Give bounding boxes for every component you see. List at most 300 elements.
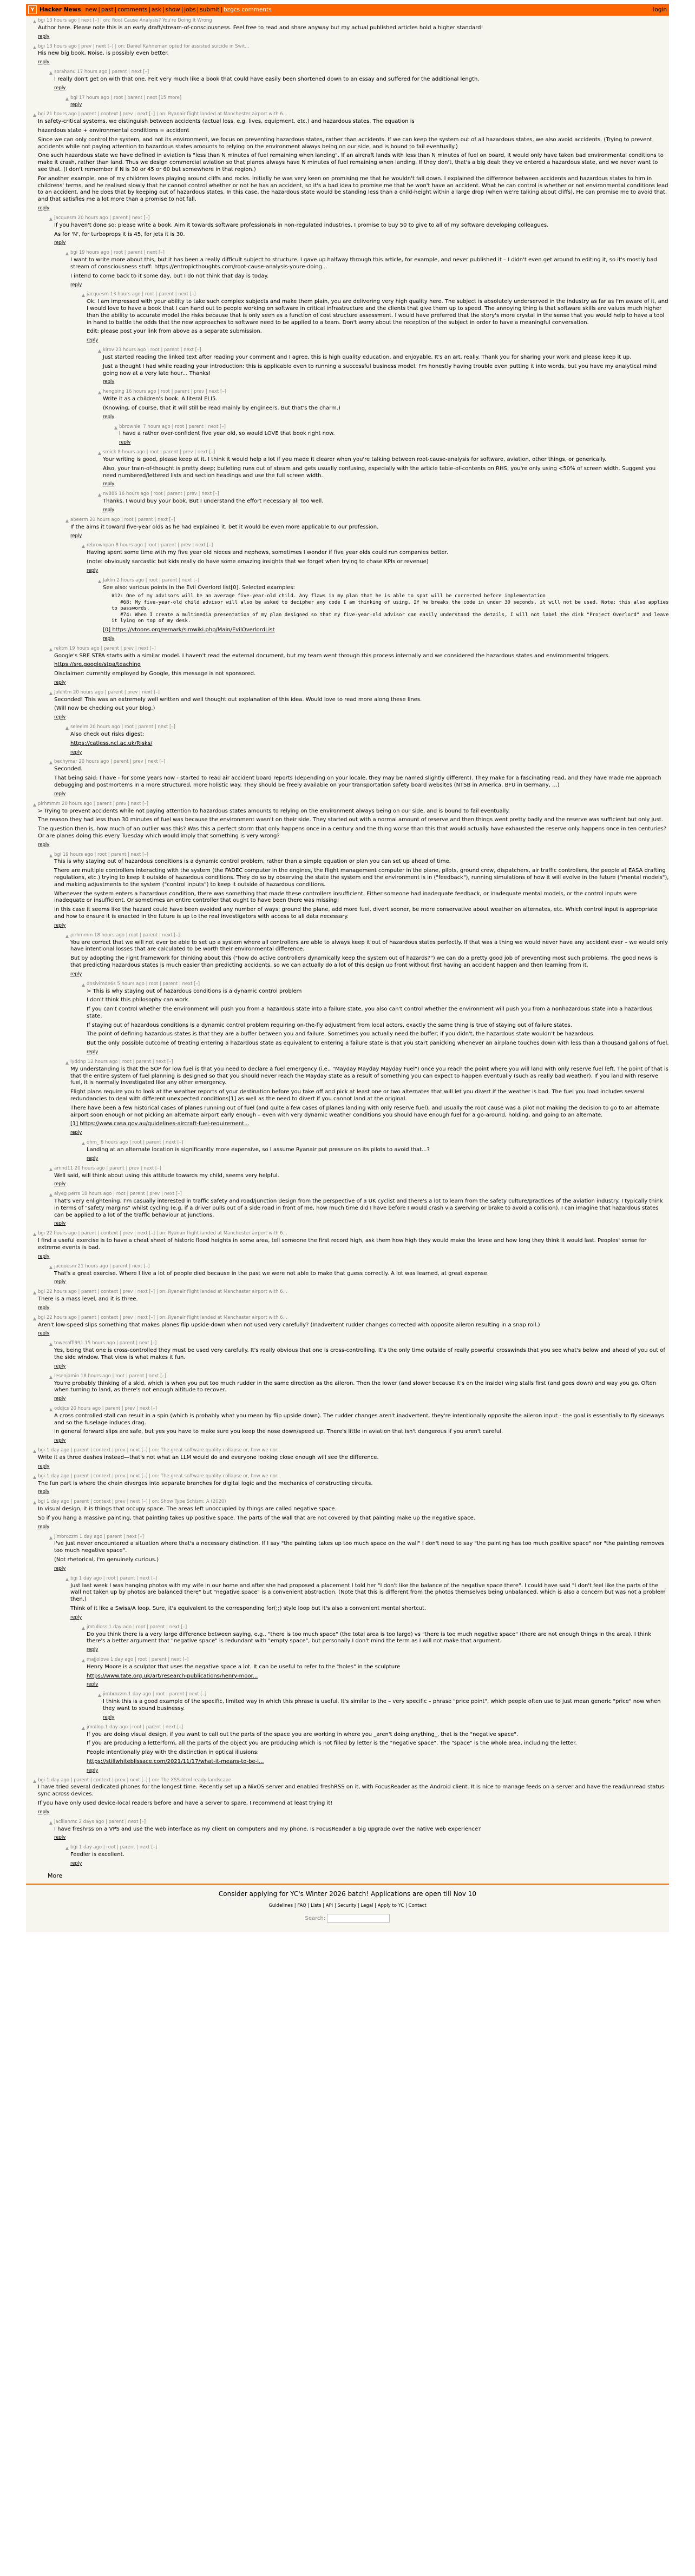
indent-spacer bbox=[31, 1373, 48, 1402]
reply-link[interactable]: reply bbox=[54, 1279, 66, 1285]
comment bbox=[31, 292, 669, 344]
comment-body bbox=[54, 1406, 669, 1444]
upvote-arrow-icon[interactable]: ▲ bbox=[49, 1820, 53, 1825]
upvote-arrow-icon[interactable]: ▲ bbox=[65, 96, 69, 101]
upvote-arrow-icon[interactable]: ▲ bbox=[49, 760, 53, 765]
reply-link[interactable]: reply bbox=[54, 1396, 66, 1402]
reply-link[interactable]: reply bbox=[38, 1809, 50, 1815]
comment-meta[interactable]: aiyeg perrs 18 hours ago | root | parent | prev | next [–] bbox=[54, 1191, 182, 1197]
footer-link-legal[interactable]: Legal bbox=[360, 1903, 373, 1908]
upvote-arrow-icon[interactable]: ▲ bbox=[65, 1846, 69, 1851]
reply-link[interactable]: reply bbox=[38, 1331, 50, 1337]
indent-spacer bbox=[31, 543, 80, 573]
comment-meta[interactable]: abeerm 20 hours ago | root | parent | next [–] bbox=[70, 517, 175, 523]
comment bbox=[31, 1191, 669, 1227]
comment-body bbox=[54, 1819, 669, 1841]
upvote-arrow-icon[interactable]: ▲ bbox=[32, 113, 37, 118]
comment bbox=[31, 1231, 669, 1259]
comment-text bbox=[54, 1348, 669, 1362]
comment-meta[interactable]: bgi 1 day ago | parent | context | prev | next [–] | on: The great software quality collapse or, how we nor... bbox=[38, 1473, 281, 1479]
comment-text bbox=[54, 222, 669, 239]
indent-spacer bbox=[31, 424, 113, 446]
reply-link[interactable]: reply bbox=[70, 971, 82, 977]
reply-link[interactable]: reply bbox=[54, 1363, 66, 1369]
comment-paragraph: There are multiple controllers interacting with the system (the FADEC computer in the engines, the flight management computer in the plane, pilots, ground crew, dispatchers, air traffic controllers, the people at EASA drafting regulations, etc.) trying to keep it outside of hazardous conditions. They do so by observing the state the system and the environment is in ("feedback"), running simulations of how it will evolve in the future ("mental models"), and making adjustments to the system ("control inputs") to keep it outside of hazardous conditions. bbox=[54, 868, 669, 888]
reply-link[interactable]: reply bbox=[54, 85, 66, 91]
comment-meta[interactable]: bgi 13 hours ago | prev | next [–] | on: Daniel Kahneman opted for assisted suicide in Swit... bbox=[38, 43, 250, 49]
reply-link[interactable]: reply bbox=[70, 102, 82, 108]
comment-text bbox=[87, 1664, 669, 1680]
upvote-arrow-icon[interactable]: ▲ bbox=[49, 1264, 53, 1270]
comment-paragraph: Having spent some time with my five year old nieces and nephews, sometimes I wonder if five year olds could run companies better. bbox=[87, 550, 449, 556]
upvote-arrow-icon[interactable]: ▲ bbox=[114, 425, 118, 430]
upvote-arrow-icon[interactable]: ▲ bbox=[49, 1535, 53, 1540]
upvote-arrow-icon[interactable]: ▲ bbox=[49, 1342, 53, 1347]
comment bbox=[31, 690, 669, 721]
comment-body bbox=[38, 44, 669, 66]
comment-text bbox=[103, 354, 669, 377]
comment bbox=[31, 111, 669, 212]
comment-body bbox=[87, 1624, 669, 1653]
comment-body bbox=[87, 543, 669, 573]
comment-text bbox=[103, 1699, 669, 1713]
comment-text bbox=[54, 1541, 669, 1563]
upvote-arrow-icon[interactable]: ▲ bbox=[49, 690, 53, 696]
comment-meta[interactable]: bgi 19 hours ago | root | parent | next [–] bbox=[70, 250, 165, 256]
comment-meta[interactable]: majjolove 1 day ago | root | parent | next [–] bbox=[87, 1656, 189, 1662]
reply-link[interactable]: reply bbox=[103, 1714, 115, 1720]
comment-meta[interactable]: bbrowniel 7 hours ago | root | parent | next [–] bbox=[119, 424, 226, 430]
comment-body bbox=[38, 1474, 669, 1496]
indent-spacer bbox=[31, 1059, 64, 1136]
comment-paragraph: But by adopting the right framework for thinking about this ("how do active controllers dynamically keep the system out of hazards?") we can do a pretty good job of preventing most such problems. The good news is that predicting hazardous states is much easier than predicting accidents, so we can actually do a lot of this design up front without first having an accident happen and then learning from it. bbox=[70, 955, 658, 968]
nav-comments[interactable]: comments bbox=[117, 6, 148, 13]
reply-link[interactable]: reply bbox=[87, 1682, 99, 1688]
comment bbox=[31, 724, 669, 755]
comment-meta[interactable]: toweraffi991 15 hours ago | parent | next [–] bbox=[54, 1340, 157, 1346]
reply-link[interactable]: reply bbox=[87, 1767, 99, 1773]
comment-meta[interactable]: bgi 22 hours ago | parent | context | prev | next [–] | on: Ryanair flight landed at Manchester airport with 6... bbox=[38, 1315, 287, 1320]
comment-text bbox=[54, 1413, 669, 1436]
reply-link[interactable]: reply bbox=[70, 282, 82, 288]
comment-body bbox=[38, 1231, 669, 1259]
indent-spacer bbox=[31, 1406, 48, 1444]
reply-link[interactable]: reply bbox=[70, 749, 82, 755]
comment-paragraph: I want to write more about this, but it has been a really difficult subject to structure. I gave up halfway through this article, for example, and never published it – I didn't even get around to editing it, so it's mostly bad stream of consciousness stuff: https://entropicthoughts.com/root-cause-analysis-youre-doing... bbox=[70, 257, 657, 270]
comment-meta[interactable]: bgi 1 day ago | parent | context | prev | next [–] | on: Show Type Schism: A (2020) bbox=[38, 1499, 226, 1505]
search-row bbox=[26, 1914, 669, 1923]
upvote-arrow-icon[interactable]: ▲ bbox=[97, 1693, 102, 1698]
comment-body bbox=[38, 1499, 669, 1530]
comment-meta[interactable]: jmtulloss 1 day ago | root | parent | next [–] bbox=[87, 1624, 187, 1630]
upvote-arrow-icon[interactable]: ▲ bbox=[32, 1474, 37, 1479]
nav-submit[interactable]: submit bbox=[200, 6, 220, 13]
comment-meta[interactable]: nv886 16 hours ago | root | parent | prev | next [–] bbox=[103, 491, 219, 497]
indent-spacer bbox=[31, 1191, 48, 1227]
upvote-arrow-icon[interactable]: ▲ bbox=[65, 1576, 69, 1582]
upvote-arrow-icon[interactable]: ▲ bbox=[65, 251, 69, 256]
indent-spacer bbox=[31, 1576, 64, 1621]
indent-spacer bbox=[31, 1845, 64, 1867]
comment-meta[interactable]: bgi 17 hours ago | root | parent | next [15 more] bbox=[70, 95, 182, 101]
comment-paragraph: Do you think there is a very large difference between saying, e.g., "there is too much space" (the total area is too large) vs "there is too much negative space" (there are not enough things in the area). I think there's a better argument that "negative space" is redundant with "empty space", but personally I don't mind the term as I will not make that argument. bbox=[87, 1631, 652, 1644]
indent-spacer bbox=[31, 69, 48, 91]
footer-link-contact[interactable]: Contact bbox=[408, 1903, 427, 1908]
reply-link[interactable]: reply bbox=[54, 1221, 66, 1227]
comment-meta[interactable]: bgi 1 day ago | root | parent | next [–] bbox=[70, 1575, 158, 1581]
comment-meta[interactable]: bgi 19 hours ago | root | parent | next [–] bbox=[54, 851, 148, 857]
upvote-arrow-icon[interactable]: ▲ bbox=[97, 492, 102, 498]
comment-paragraph[interactable]: https://sre.google/stpa/teaching bbox=[54, 662, 141, 668]
upvote-arrow-icon[interactable]: ▲ bbox=[49, 853, 53, 858]
comment-meta[interactable]: jimbrozzm 1 day ago | root | parent | next [–] bbox=[103, 1692, 207, 1697]
comment-paragraph: If you can't control whether the environment will push you from a hazardous state into a failure state, you also can't control whether the environment will push you from a nonhazardous state into a hazardous state. bbox=[87, 1006, 653, 1019]
comment-body bbox=[38, 1778, 669, 1815]
reply-link[interactable]: reply bbox=[54, 715, 66, 721]
indent-spacer bbox=[31, 347, 96, 385]
reply-link[interactable]: reply bbox=[54, 1835, 66, 1841]
footer-link-faq[interactable]: FAQ bbox=[297, 1903, 306, 1908]
comment-text bbox=[103, 396, 669, 412]
upvote-arrow-icon[interactable]: ▲ bbox=[81, 1141, 86, 1146]
indent-spacer bbox=[31, 646, 48, 686]
reply-link[interactable]: reply bbox=[70, 1860, 82, 1866]
comment-body bbox=[54, 759, 669, 797]
reply-link[interactable]: reply bbox=[103, 379, 115, 385]
comment bbox=[31, 424, 669, 446]
comment-meta[interactable]: pirhmmm 20 hours ago | parent | prev | next [–] bbox=[38, 801, 148, 807]
upvote-arrow-icon[interactable]: ▲ bbox=[97, 390, 102, 395]
reply-link[interactable]: reply bbox=[38, 842, 50, 848]
comment-paragraph[interactable]: [1] https://www.casa.gov.au/guidelines-aircraft-fuel-requirement... bbox=[70, 1121, 250, 1127]
upvote-arrow-icon[interactable]: ▲ bbox=[49, 646, 53, 652]
comment-meta[interactable]: pirhmmm 18 hours ago | root | parent | next [–] bbox=[70, 932, 180, 938]
upvote-arrow-icon[interactable]: ▲ bbox=[97, 348, 102, 354]
reply-link[interactable]: reply bbox=[87, 567, 99, 573]
nav-past[interactable]: past bbox=[101, 6, 114, 13]
comment bbox=[31, 1059, 669, 1136]
comment-list bbox=[26, 16, 669, 1867]
comment-meta[interactable]: amnd11 20 hours ago | parent | prev | next [–] bbox=[54, 1165, 161, 1171]
comment-meta[interactable]: bgi 22 hours ago | parent | context | prev | next [–] | on: Ryanair flight landed at Manchester airport with 6... bbox=[38, 1289, 287, 1295]
comment-paragraph: Well said, will think about using this attitude towards my child, seems very helpful. bbox=[54, 1172, 279, 1179]
upvote-arrow-icon[interactable]: ▲ bbox=[81, 1625, 86, 1630]
upvote-arrow-icon[interactable]: ▲ bbox=[81, 544, 86, 549]
upvote-arrow-icon[interactable]: ▲ bbox=[65, 1060, 69, 1065]
comment-meta[interactable]: jimbrozzm 1 day ago | parent | next [–] bbox=[54, 1534, 144, 1540]
comment-paragraph: Yes, being that one is cross-controlled they must be used very carefully. It's really obvious that one is cross-controlling. It's the only time outside of really powerful crosswinds that you see what's below and ahead of you out of the side window. That view is what makes it fun. bbox=[54, 1348, 665, 1360]
comment-text bbox=[103, 585, 669, 634]
comment-text bbox=[87, 1147, 669, 1154]
comment-meta[interactable]: jacquesm 20 hours ago | parent | next [–] bbox=[54, 215, 150, 221]
comment-text bbox=[38, 1481, 669, 1488]
comment-body bbox=[87, 1140, 669, 1162]
comment-body bbox=[70, 95, 669, 108]
comment-meta[interactable]: bgi 21 hours ago | parent | context | prev | next [–] | on: Ryanair flight landed at Manchester airport with 6... bbox=[38, 111, 287, 117]
upvote-arrow-icon[interactable]: ▲ bbox=[49, 216, 53, 221]
indent-spacer bbox=[31, 491, 96, 513]
comment bbox=[31, 852, 669, 929]
comment-paragraph: You are correct that we will not ever be able to set up a system where all controllers are able to always keep it out of hazardous states perfectly. If that was a thing we would never have any accident ever – we would only have intentional losses that are calculated to be worth their environmental difference. bbox=[70, 939, 668, 953]
reply-link[interactable]: reply bbox=[70, 1130, 82, 1136]
reply-link[interactable]: reply bbox=[87, 338, 99, 344]
reply-link[interactable]: reply bbox=[38, 1463, 50, 1469]
comment-body bbox=[38, 18, 669, 40]
footer-link-security[interactable]: Security bbox=[337, 1903, 357, 1908]
comment-paragraph: If staying out of hazardous conditions is a dynamic control problem requiring on-the-fly adjustment from local actors, exactly the same thing is true of staying out of failure states. bbox=[87, 1022, 572, 1028]
comment bbox=[31, 801, 669, 848]
reply-link[interactable]: reply bbox=[70, 533, 82, 539]
reply-link[interactable]: reply bbox=[38, 1524, 50, 1530]
comment-body bbox=[70, 517, 669, 539]
upvote-arrow-icon[interactable]: ▲ bbox=[32, 1316, 37, 1321]
comment-paragraph: Google's SRE STPA starts with a similar model. I haven't read the external document, but my team went through this process internally and we considered the hazardous states and environmental triggers. bbox=[54, 652, 610, 659]
nav-show[interactable]: show bbox=[165, 6, 180, 13]
comment-text bbox=[38, 1322, 669, 1329]
reply-link[interactable]: reply bbox=[54, 1438, 66, 1444]
comment-meta[interactable]: bgi 1 day ago | parent | context | prev | next [–] | on: The great software quality collapse or, how we nor... bbox=[38, 1448, 281, 1454]
indent-spacer bbox=[31, 95, 64, 108]
comment-meta[interactable]: jmollop 1 day ago | root | parent | next [–] bbox=[87, 1724, 183, 1730]
nav-ask[interactable]: ask bbox=[152, 6, 162, 13]
upvote-arrow-icon[interactable]: ▲ bbox=[81, 982, 86, 987]
search-input[interactable] bbox=[327, 1914, 390, 1923]
comment-text bbox=[38, 118, 669, 203]
comment-paragraph: One such hazardous state we have defined in aviation is "less than N minutes of fuel remaining when landing". If an aircraft lands with less than N minutes of fuel on board, it would only have taken bad environmental conditions to make it crash, rather than land. Thus we design commercial aviation so that planes always have N minutes of fuel remaining when landing. If they don't, that's a big deal: they've entered a hazardous state, and we never want to see that. (I don't remember if N is 30 or 45 or 60 but somewhere in that region.) bbox=[38, 153, 664, 173]
reply-link[interactable]: reply bbox=[54, 240, 66, 246]
comment bbox=[31, 517, 669, 539]
comment-text bbox=[70, 731, 669, 748]
comment-paragraph: I don't think this philosophy can work. bbox=[87, 997, 190, 1003]
comment-meta[interactable]: hengbing 16 hours ago | root | parent | prev | next [–] bbox=[103, 389, 226, 395]
indent-spacer bbox=[31, 690, 48, 721]
login-link[interactable]: login bbox=[653, 6, 667, 13]
reply-link[interactable]: reply bbox=[54, 791, 66, 797]
comment-paragraph: There have been a few historical cases of planes running out of fuel (and quite a few cases of planes landing with only reserve fuel), and usually the root cause was a pilot not making the decision to go to an alternate airport soon enough or not picking an alternate airport early enough – even with very dynamic weather conditions you should have enough fuel for a go-around, holding, and going to an alternate. bbox=[70, 1105, 659, 1118]
comment-meta[interactable]: lyddnp 12 hours ago | root | parent | next [–] bbox=[70, 1059, 173, 1065]
reply-link[interactable]: reply bbox=[38, 1489, 50, 1495]
comment-meta[interactable]: Jaklin 2 hours ago | root | parent | next [–] bbox=[103, 577, 200, 583]
reply-link[interactable]: reply bbox=[103, 414, 115, 420]
y-logo-icon[interactable]: Y bbox=[28, 5, 37, 14]
upvote-arrow-icon[interactable]: ▲ bbox=[49, 1166, 53, 1172]
site-name-link[interactable]: Hacker News bbox=[40, 6, 81, 13]
comment-meta[interactable]: oddjcs 20 hours ago | parent | prev | next [–] bbox=[54, 1405, 158, 1411]
comment-meta[interactable]: jacquesm 13 hours ago | root | parent | next [–] bbox=[87, 292, 196, 298]
comment-text bbox=[54, 858, 669, 920]
comment-paragraph: Feedler is excellent. bbox=[70, 1852, 124, 1858]
comment-meta[interactable]: jacquesm 21 hours ago | parent | next [–] bbox=[54, 1263, 150, 1269]
comment-paragraph: In general forward slips are safe, but yes you have to make sure you keep the nose down/speed up. There's little in aviation that isn't dangerous if you aren't careful. bbox=[54, 1429, 503, 1435]
comment-body bbox=[70, 250, 669, 288]
comment-body bbox=[70, 1059, 669, 1136]
reply-link[interactable]: reply bbox=[103, 481, 115, 487]
comment-meta[interactable]: ohm_ 6 hours ago | root | parent | next [–] bbox=[87, 1140, 183, 1146]
comment-body bbox=[70, 724, 669, 755]
comment-paragraph: I think this is a good example of the specific, limited way in which this phrase is useful. It's similar to the – very specific – phrase "price point", which people often use to just mean generic "price" now when they want to sound businessy. bbox=[103, 1699, 661, 1712]
indent-spacer bbox=[31, 1166, 48, 1188]
upvote-arrow-icon[interactable]: ▲ bbox=[32, 44, 37, 50]
upvote-arrow-icon[interactable]: ▲ bbox=[49, 1192, 53, 1198]
comment-body bbox=[38, 1289, 669, 1311]
comment bbox=[31, 933, 669, 977]
reply-link[interactable]: reply bbox=[54, 1181, 66, 1187]
comment-paragraph: In safety-critical systems, we distinguish between accidents (actual loss, e.g. lives, equipment, etc.) and hazardous states. The equation is bbox=[38, 118, 415, 125]
reply-link[interactable]: reply bbox=[54, 1566, 66, 1571]
reply-link[interactable]: reply bbox=[38, 206, 50, 212]
comment-meta[interactable]: Jolentm 20 hours ago | parent | prev | next [–] bbox=[54, 689, 160, 695]
more-link[interactable]: More bbox=[48, 1872, 63, 1879]
comment bbox=[31, 450, 669, 487]
reply-link[interactable]: reply bbox=[119, 440, 131, 446]
reply-link[interactable]: reply bbox=[54, 922, 66, 928]
comment-paragraph[interactable]: https://catless.ncl.ac.uk/Risks/ bbox=[70, 740, 153, 747]
comment-text bbox=[70, 940, 669, 969]
upvote-arrow-icon[interactable]: ▲ bbox=[32, 1232, 37, 1237]
comment-paragraph: If the aims it toward five-year olds as he had explained it, bet it would be even more applicable to our profession. bbox=[70, 524, 379, 530]
footer-link-api[interactable]: API bbox=[325, 1903, 333, 1908]
comment bbox=[31, 1474, 669, 1496]
nav-jobs[interactable]: jobs bbox=[184, 6, 196, 13]
reply-link[interactable]: reply bbox=[103, 636, 115, 642]
indent-spacer bbox=[31, 981, 80, 1055]
upvote-arrow-icon[interactable]: ▲ bbox=[49, 1374, 53, 1379]
comment-meta[interactable]: bgi 1 day ago | root | parent | next [–] bbox=[70, 1845, 158, 1851]
indent-spacer bbox=[31, 578, 96, 642]
comment-paragraph: Flight plans require you to look at the weather reports of your destination before you take off and pick at least one or two alternates that will let you divert if the weather is bad. The fuel you load includes several redundancies to deal with different unexpected conditions[1] as well as the need to divert if you cannot land at the original. bbox=[70, 1089, 645, 1102]
current-user-comments[interactable]: bzgcs comments bbox=[223, 6, 272, 13]
comment-text bbox=[54, 766, 669, 789]
comment-meta[interactable]: seleelm 20 hours ago | root | parent | next [–] bbox=[70, 724, 175, 730]
comment-body bbox=[87, 981, 669, 1055]
nav-new[interactable]: new bbox=[85, 6, 97, 13]
comment-paragraph[interactable]: https://stillwhiteblissace.com/2021/11/17/what-it-means-to-be-l... bbox=[87, 1758, 264, 1765]
footer-link-lists[interactable]: Lists bbox=[311, 1903, 322, 1908]
upvote-arrow-icon[interactable]: ▲ bbox=[81, 1657, 86, 1663]
comment-text bbox=[54, 1381, 669, 1395]
upvote-arrow-icon[interactable]: ▲ bbox=[49, 1406, 53, 1412]
page-container bbox=[26, 4, 669, 1932]
indent-spacer bbox=[31, 250, 64, 288]
upvote-arrow-icon[interactable]: ▲ bbox=[32, 802, 37, 807]
upvote-arrow-icon[interactable]: ▲ bbox=[65, 933, 69, 939]
footer bbox=[26, 1884, 669, 1932]
reply-link[interactable]: reply bbox=[38, 1253, 50, 1259]
comment-paragraph: Write it as a children's book. A literal ELI5. bbox=[103, 396, 218, 402]
indent-spacer bbox=[31, 933, 64, 977]
comment-paragraph: Disclaimer: currently employed by Google, this message is not sponsored. bbox=[54, 671, 256, 677]
comment-meta[interactable]: rebrownpan 8 hours ago | root | parent | prev | next [–] bbox=[87, 543, 213, 549]
comment-meta[interactable]: rektm 19 hours ago | parent | prev | next [–] bbox=[54, 645, 156, 651]
comment-meta[interactable]: smick 8 hours ago | root | parent | prev | next [–] bbox=[103, 450, 215, 455]
comment-paragraph[interactable]: https://www.tate.org.uk/art/research-publications/henry-moor... bbox=[87, 1673, 258, 1679]
comment-paragraph: For another example, one of my children loves playing around cliffs and rocks. Initially he was very keen on promising me that he wouldn't fall down. I explained the difference between accidents and hazardous states to him in childrens' terms, and he realised slowly that he cannot control whether or not he has an accident, so it's a bad idea to promise me that he won't have an accident. What he can control is whether or not environmental conditions lead to an accident, and he does that by keeping out of hazardous states. In this case, the hazardous state would be standing less than a child-height within a large drop (when we're talking about cliffs). He can promise me to avoid that, and that satisfies me a lot more than a promise to not fall. bbox=[38, 175, 668, 203]
upvote-arrow-icon[interactable]: ▲ bbox=[97, 451, 102, 456]
footer-link-apply[interactable]: Apply to YC bbox=[377, 1903, 404, 1908]
reply-link[interactable]: reply bbox=[87, 1155, 99, 1161]
comment bbox=[31, 389, 669, 420]
comment-meta[interactable]: bgi 1 day ago | parent | context | prev | next [–] | on: The XSS-html ready landscape bbox=[38, 1777, 232, 1783]
upvote-arrow-icon[interactable]: ▲ bbox=[49, 70, 53, 76]
upvote-arrow-icon[interactable]: ▲ bbox=[32, 19, 37, 24]
comment-paragraph: The point of defining hazardous states is that they are a buffer between you and failure. Sometimes you actually need the buffer; if you didn't, the hazardous state wouldn't be hazardous. bbox=[87, 1031, 595, 1038]
upvote-arrow-icon[interactable]: ▲ bbox=[97, 578, 102, 584]
reply-link[interactable]: reply bbox=[54, 679, 66, 685]
comment-text bbox=[70, 524, 669, 531]
comment-meta[interactable]: jacillanmc 2 days ago | parent | next [–] bbox=[54, 1819, 146, 1825]
comment bbox=[31, 250, 669, 288]
comment bbox=[31, 1819, 669, 1841]
comment-text bbox=[38, 1455, 669, 1462]
reply-link[interactable]: reply bbox=[38, 60, 50, 65]
comment-body bbox=[54, 1264, 669, 1286]
comment-paragraph: I have freshrss on a VPS and use the web interface as my client on computers and my phone. Is FocusReader a big upgrade over the native web experience? bbox=[54, 1826, 481, 1832]
comment bbox=[31, 347, 669, 385]
comment bbox=[31, 491, 669, 513]
comment-text bbox=[87, 550, 669, 566]
upvote-arrow-icon[interactable]: ▲ bbox=[32, 1500, 37, 1505]
comment-meta[interactable]: bgi 13 hours ago | next [–] | on: Root Cause Analysis? You're Doing It Wrong bbox=[38, 18, 212, 23]
reply-link[interactable]: reply bbox=[70, 1614, 82, 1620]
comment-paragraph: My understanding is that the SOP for low fuel is that you need to declare a fuel emergency (i.e., "Mayday Mayday Mayday Fuel") once you reach the point where you will land with only reserve fuel left. The point of that is that the entire system of fuel planning is designed so that you should never reach the Mayday state as a result of something you can expect to happen eventually (such as really bad weather). If you land with reserve fuel, it is normally investigated like any other emergency. bbox=[70, 1066, 668, 1086]
upvote-arrow-icon[interactable]: ▲ bbox=[65, 725, 69, 731]
comment-paragraph: You're probably thinking of a skid, which is when you put too much rudder in the same direction as the aileron. Then the lower (and slower because it's on the inside) wing stalls first (and goes down) and way you go. Often when turning to land, as there's not enough altitude to recover. bbox=[54, 1380, 657, 1393]
comment bbox=[31, 1315, 669, 1337]
comment-paragraph: Also check out risks digest: bbox=[70, 731, 145, 738]
reply-link[interactable]: reply bbox=[38, 34, 50, 39]
reply-link[interactable]: reply bbox=[103, 507, 115, 513]
footer-message[interactable]: Consider applying for YC's Winter 2026 batch! Applications are open till Nov 10 bbox=[218, 1890, 477, 1898]
comment-meta[interactable]: bechymar 20 hours ago | parent | prev | next [–] bbox=[54, 759, 166, 765]
comment-paragraph: I really don't get on with that one. Felt very much like a book that could have easily been shortened down to an essay and suffered for the additional length. bbox=[54, 76, 480, 82]
upvote-arrow-icon[interactable]: ▲ bbox=[65, 518, 69, 523]
comment-paragraph: Henry Moore is a sculptor that uses the negative space a lot. It can be useful to refer to the "holes" in the sculpture bbox=[87, 1663, 401, 1670]
comment bbox=[31, 95, 669, 108]
upvote-arrow-icon[interactable]: ▲ bbox=[32, 1290, 37, 1296]
comment-text bbox=[38, 1296, 669, 1303]
comment-meta[interactable]: dnsivimde6s 5 hours ago | root | parent | next [–] bbox=[87, 981, 200, 987]
comment-paragraph[interactable]: [0] https://vtoons.org/remark/simwiki.php/Main/EvilOverlordList bbox=[103, 626, 275, 633]
indent-spacer bbox=[31, 1725, 80, 1774]
upvote-arrow-icon[interactable]: ▲ bbox=[32, 1449, 37, 1454]
comment bbox=[31, 1373, 669, 1402]
footer-link-guidelines[interactable]: Guidelines bbox=[268, 1903, 293, 1908]
reply-link[interactable]: reply bbox=[87, 1647, 99, 1653]
comment-paragraph: > Trying to prevent accidents while not paying attention to hazardous states amounts to relying on the environment always being on our side, and is bound to fail eventually. bbox=[38, 808, 510, 814]
comment-meta[interactable]: bgi 22 hours ago | parent | context | prev | next [–] | on: Ryanair flight landed at Manchester airport with 6... bbox=[38, 1231, 287, 1237]
comment-text bbox=[70, 257, 669, 280]
comment-text bbox=[54, 697, 669, 713]
comment-paragraph: Also, your train-of-thought is pretty deep; bulleting runs out of steam and gets usually confusing, especially with the article table-of-contents on RHS, you're only using <50% of screen width. Suggest you need numbered/lettered lists and section headings and use the full screen width. bbox=[103, 465, 656, 479]
comment-meta[interactable]: lesenjamin 18 hours ago | root | parent | next [–] bbox=[54, 1373, 166, 1379]
comment-meta[interactable]: kirov 23 hours ago | root | parent | next [–] bbox=[103, 347, 201, 353]
comment-paragraph: So if you hang a massive painting, that painting takes up positive space. The parts of the wall that are not covered by that painting make up the negative space. bbox=[38, 1515, 475, 1521]
comment-meta[interactable]: sorahanu 17 hours ago | parent | next [–] bbox=[54, 69, 149, 75]
comment bbox=[31, 215, 669, 246]
comment-body bbox=[54, 69, 669, 91]
comment-paragraph: Think of it like a Swiss/A loop. Sure, it's equivalent to the corresponding for(;;) style loop but it's also a convenient mental shortcut. bbox=[70, 1605, 427, 1611]
indent-spacer bbox=[31, 517, 64, 539]
footer-links: Guidelines | FAQ | Lists | API | Security | Legal | Apply to YC | Contact bbox=[268, 1903, 427, 1908]
upvote-arrow-icon[interactable]: ▲ bbox=[81, 293, 86, 298]
upvote-arrow-icon[interactable]: ▲ bbox=[32, 1778, 37, 1784]
comment-text bbox=[54, 1826, 669, 1833]
comment bbox=[31, 18, 669, 40]
upvote-arrow-icon[interactable]: ▲ bbox=[81, 1725, 86, 1730]
reply-link[interactable]: reply bbox=[38, 1305, 50, 1311]
comment bbox=[31, 1624, 669, 1653]
reply-link[interactable]: reply bbox=[87, 1049, 99, 1055]
